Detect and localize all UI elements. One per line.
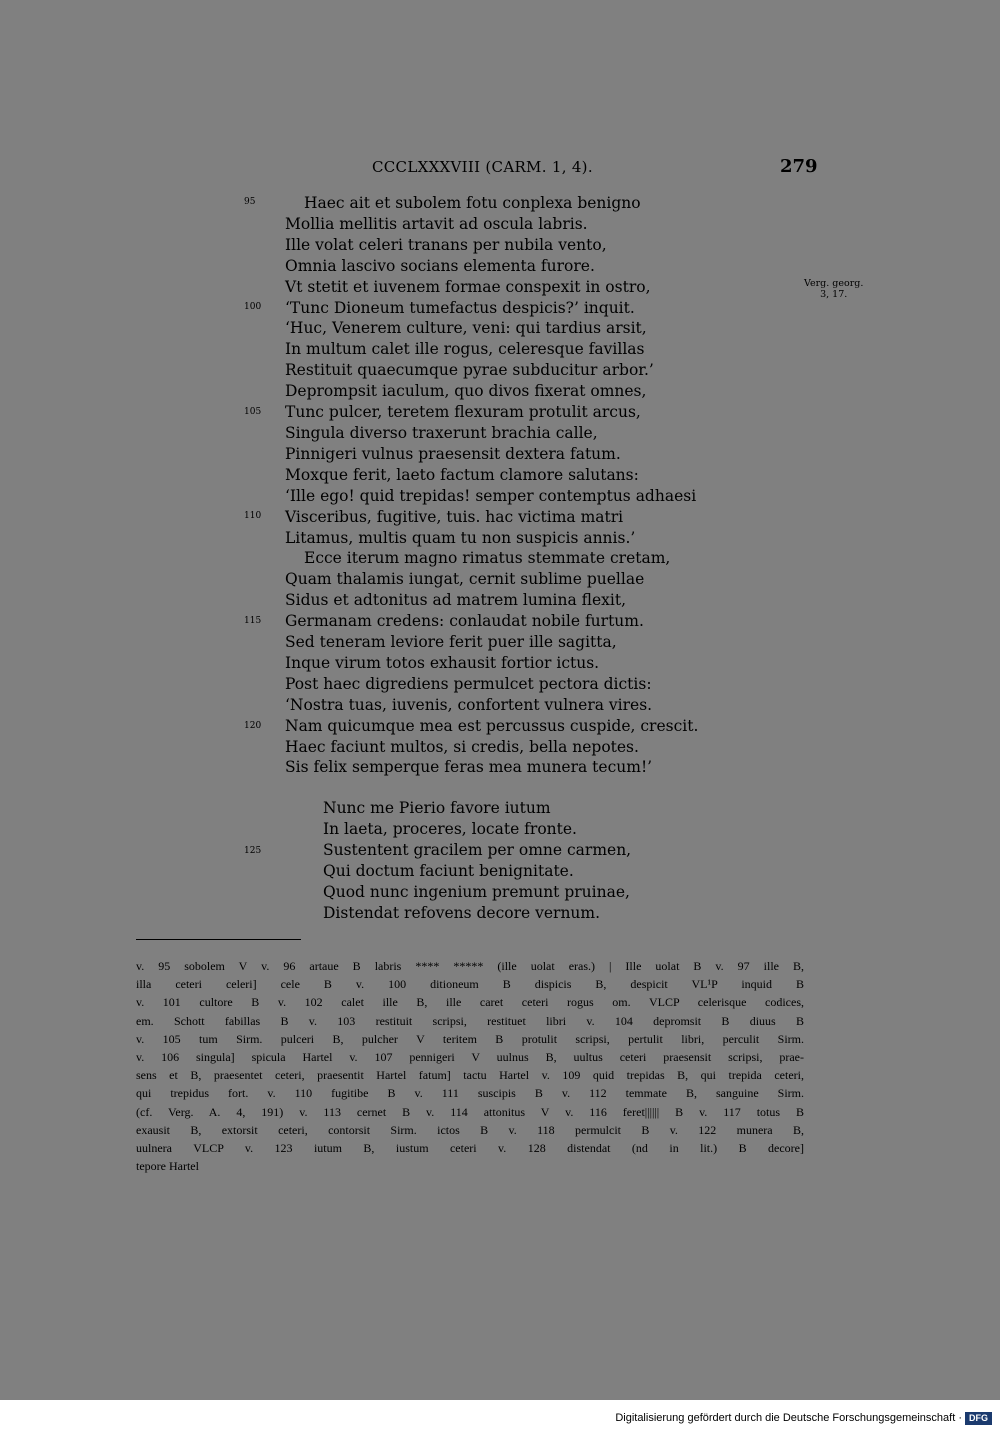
funding-banner [0,1400,1000,1434]
verse-line: Pinnigeri vulnus praesensit dextera fatum. [285,444,621,463]
verse-line: Nunc me Pierio favore iutum [323,799,551,817]
verse-line: Mollia mellitis artavit ad oscula labris. [285,214,588,233]
verse-line: In laeta, proceres, locate fronte. [323,819,577,838]
verse-line: Qui doctum faciunt benignitate. [323,861,574,880]
verse-line: ‘Ille ego! quid trepidas! semper contemptus adhaesi [285,486,697,505]
footnote-line: v. 95 sobolem V v. 96 artaue B labris **** ***** (ille uolat eras.) | Ille uolat B v. 97 ille B, [136,959,804,973]
verse-line: Deprompsit iaculum, quo divos fixerat omnes, [285,382,647,401]
verse-line: Post haec digrediens permulcet pectora dictis: [285,674,652,693]
verse-line: Germanam credens: conlaudat nobile furtum. [285,612,644,631]
line-number: 100 [244,302,262,312]
verse-line: Ecce iterum magno rimatus stemmate cretam, [304,549,671,568]
running-title: CCCLXXXVIII (CARM. 1, 4). [372,158,593,176]
line-number: 125 [244,846,262,856]
verse-line: Quod nunc ingenium premunt pruinae, [323,882,630,901]
footnote-line: tepore Hartel [136,1159,199,1174]
verse-line: Nam quicumque mea est percussus cuspide, crescit. [285,716,699,735]
verse-line: ‘Nostra tuas, iuvenis, confortent vulnera vires. [285,695,653,714]
verse-line: Quam thalamis iungat, cernit sublime puellae [285,570,645,589]
verse-line: Distendat refovens decore vernum. [323,903,601,922]
line-number: 115 [244,616,262,626]
footnote-line: v. 105 tum Sirm. pulceri B, pulcher V teritem B protulit scripsi, pertulit libri, perculit Sirm. [136,1031,804,1046]
footnote-line: v. 106 singula] spicula Hartel v. 107 pennigeri V uulnus B, uultus ceteri praesensit scripsi, prae- [136,1050,804,1065]
verse-line: Ille volat celeri tranans per nubila vento, [285,235,607,254]
line-number: 105 [244,407,262,417]
verse-line: In multum calet ille rogus, celeresque favillas [285,340,645,359]
page-number: 279 [780,156,818,177]
footnote-line: em. Schott fabillas B v. 103 restituit scripsi, restituet libri v. 104 depromsit B diuus B [136,1013,804,1028]
verse-line: Haec ait et subolem fotu conplexa benigno [304,194,641,212]
line-number: 120 [244,721,262,731]
footnote-line: illa ceteri celeri] cele B v. 100 ditioneum B dispicis B, despicit VL¹P inquid B [136,977,804,992]
line-number: 110 [244,511,262,521]
footnote-line: v. 101 cultore B v. 102 calet ille B, ille caret ceteri rogus om. VLCP celerisque codices, [136,995,804,1010]
verse-line: Visceribus, fugitive, tuis. hac victima matri [285,507,624,526]
footnote-line: exausit B, extorsit ceteri, contorsit Sirm. ictos B v. 118 permulcit B v. 122 munera B, [136,1122,804,1137]
verse-line: Sis felix semperque feras mea munera tecum!’ [285,758,653,777]
margin-note-line: Verg. georg. [804,278,864,289]
footnote-line: sens et B, praesentet ceteri, praesentit Hartel fatum] tactu Hartel v. 109 quid trepidas B, qui trepida ceteri, [136,1068,804,1083]
poem-stanza-1 [285,193,698,778]
verse-line: Inque virum totos exhausit fortior ictus. [285,653,600,672]
marginal-reference [804,278,863,300]
footnote-rule [136,939,301,940]
dfg-logo-icon: DFG [965,1412,992,1425]
verse-line: Vt stetit et iuvenem formae conspexit in ostro, [285,277,651,296]
verse-line: Sustentent gracilem per omne carmen, [323,840,632,859]
footnote-line: uulnera VLCP v. 123 iutum B, iustum ceteri v. 128 distendat (nd in lit.) B decore] [136,1141,804,1156]
verse-line: Haec faciunt multos, si credis, bella nepotes. [285,737,639,756]
funding-text: Digitalisierung gefördert durch die Deutsche Forschungsgemeinschaft · [615,1412,962,1424]
verse-line: ‘Tunc Dioneum tumefactus despicis?’ inquit. [285,298,635,317]
verse-line: Singula diverso traxerunt brachia calle, [285,423,598,442]
footnote-line: qui trepidus fort. v. 110 fugitibe B v. 111 suscipis B v. 112 temmate B, sanguine Sirm. [136,1086,804,1101]
verse-line: Tunc pulcer, teretem flexuram protulit arcus, [285,403,641,422]
verse-line: Restituit quaecumque pyrae subducitur arbor.’ [285,361,654,380]
footnote-line: (cf. Verg. A. 4, 191) v. 113 cernet B v. 114 attonitus V v. 116 feret|||||| B v. 117 totus B [136,1104,804,1119]
critical-apparatus [136,957,804,1175]
verse-line: Litamus, multis quam tu non suspicis annis.’ [285,528,636,547]
verse-line: Sidus et adtonitus ad matrem lumina flexit, [285,591,627,610]
line-number: 95 [244,197,256,207]
verse-line: Moxque ferit, laeto factum clamore salutans: [285,465,639,484]
margin-note-line: 3, 17. [820,289,848,300]
verse-line: Sed teneram leviore ferit puer ille sagitta, [285,633,617,652]
verse-line: ‘Huc, Venerem culture, veni: qui tardius arsit, [285,319,647,338]
poem-stanza-2 [323,798,631,923]
verse-line: Omnia lascivo socians elementa furore. [285,256,595,275]
